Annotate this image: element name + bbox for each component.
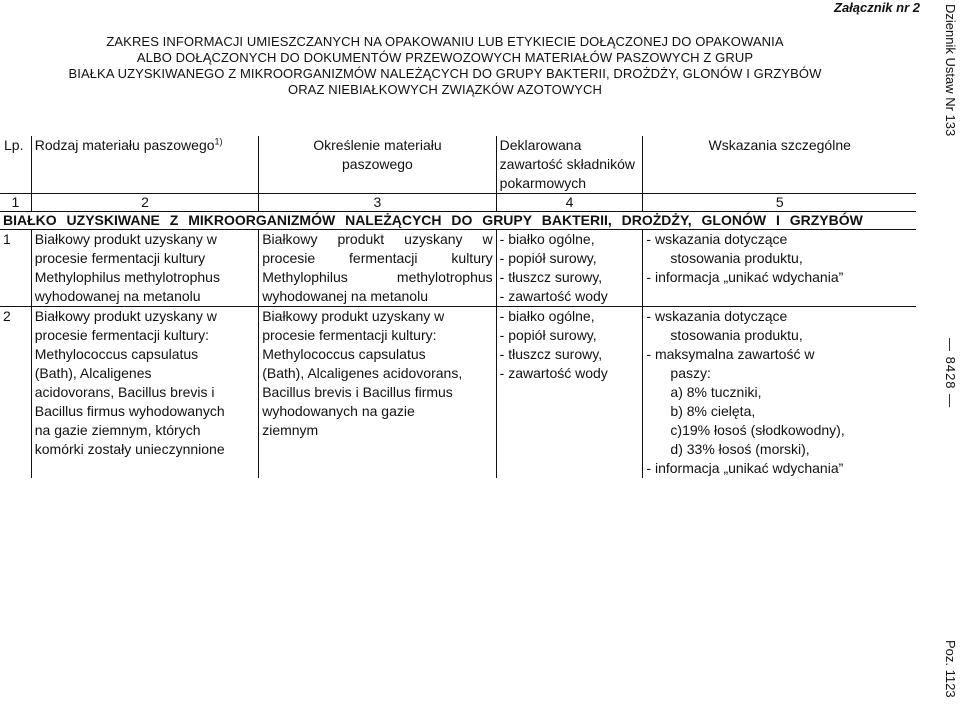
cell-declared-content bbox=[496, 307, 643, 479]
column-number: 3 bbox=[259, 194, 496, 212]
cell-material-type bbox=[31, 230, 258, 307]
cell-line: - popiół surowy, bbox=[499, 327, 597, 343]
cell-special-notes bbox=[643, 307, 916, 479]
journal-name: Dziennik Ustaw Nr 133 bbox=[943, 4, 958, 137]
cell-line: - białko ogólne, bbox=[499, 308, 595, 324]
cell-line: - informacja „unikać wdychania” bbox=[646, 460, 844, 476]
header-line: zawartość składników bbox=[499, 156, 636, 172]
cell-line: - popiół surowy, bbox=[499, 250, 597, 266]
cell-line: c)19% łosoś (słodkowodny), bbox=[670, 422, 845, 438]
cell-line: stosowania produktu, bbox=[670, 250, 803, 266]
title-line: ORAZ NIEBIAŁKOWYCH ZWIĄZKÓW AZOTOWYCH bbox=[287, 82, 603, 97]
cell-line: paszy: bbox=[670, 365, 711, 381]
cell-line: Białkowy produkt uzyskany w bbox=[34, 308, 217, 324]
column-number: 2 bbox=[31, 194, 258, 212]
footnote-marker: 1) bbox=[214, 136, 223, 147]
page-number: — 8428 — bbox=[943, 338, 958, 409]
column-number: 1 bbox=[0, 194, 31, 212]
title-line: BIAŁKA UZYSKIWANEGO Z MIKROORGANIZMÓW NALEŻĄCYCH DO GRUPY BAKTERII, DROŻDŻY, GLONÓW I GRZYBÓW bbox=[68, 66, 822, 81]
document-title bbox=[30, 34, 860, 98]
cell-line: wyhodowanych na gazie bbox=[262, 403, 415, 419]
title-line: ZAKRES INFORMACJI UMIESZCZANYCH NA OPAKOWANIU LUB ETYKIECIE DOŁĄCZONEJ DO OPAKOWANIA bbox=[106, 34, 784, 49]
column-number: 4 bbox=[496, 194, 643, 212]
materials-table bbox=[0, 136, 916, 478]
cell-line: Białkowy produkt uzyskany w bbox=[34, 231, 217, 247]
cell-line: na gazie ziemnym, których bbox=[34, 422, 201, 438]
cell-line: Białkowy produkt uzyskany w bbox=[262, 231, 493, 247]
cell-line: - tłuszcz surowy, bbox=[499, 346, 603, 362]
cell-material-type bbox=[31, 307, 258, 479]
cell-line: procesie fermentacji kultury: bbox=[262, 327, 437, 343]
header-special-notes: Wskazania szczególne bbox=[643, 136, 916, 194]
cell-line: Białkowy produkt uzyskany w bbox=[262, 308, 445, 324]
cell-line: wyhodowanej na metanolu bbox=[34, 288, 201, 304]
annex-label: Załącznik nr 2 bbox=[834, 0, 920, 15]
header-line: Określenie materiału bbox=[313, 137, 442, 153]
cell-material-name bbox=[259, 230, 496, 307]
cell-line: - zawartość wody bbox=[499, 288, 608, 304]
cell-material-name bbox=[259, 307, 496, 479]
cell-line: - wskazania dotyczące bbox=[646, 231, 788, 247]
header-material-name bbox=[259, 136, 496, 194]
header-material-type-text: Rodzaj materiału paszowego bbox=[34, 137, 215, 153]
cell-line: (Bath), Alcaligenes bbox=[34, 365, 152, 381]
row-lp: 2 bbox=[0, 307, 31, 479]
table-row bbox=[0, 230, 916, 307]
cell-line: wyhodowanej na metanolu bbox=[262, 288, 428, 304]
cell-line: - maksymalna zawartość w bbox=[646, 346, 815, 362]
cell-line: stosowania produktu, bbox=[670, 327, 803, 343]
cell-line: (Bath), Alcaligenes acidovorans, bbox=[262, 365, 463, 381]
cell-line: ziemnym bbox=[262, 422, 319, 438]
title-line: ALBO DOŁĄCZONYCH DO DOKUMENTÓW PRZEWOZOWYCH MATERIAŁÓW PASZOWYCH Z GRUP bbox=[136, 50, 754, 65]
cell-declared-content bbox=[496, 230, 643, 307]
cell-line: - informacja „unikać wdychania” bbox=[646, 269, 844, 285]
column-number-row bbox=[0, 194, 916, 212]
table-row bbox=[0, 307, 916, 479]
row-lp: 1 bbox=[0, 230, 31, 307]
header-line: paszowego bbox=[342, 156, 413, 172]
cell-line: - białko ogólne, bbox=[499, 231, 595, 247]
cell-line: komórki zostały unieczynnione bbox=[34, 441, 225, 457]
cell-line: - tłuszcz surowy, bbox=[499, 269, 603, 285]
header-line: pokarmowych bbox=[499, 175, 587, 191]
cell-line: Methylophilus methylotrophus bbox=[34, 269, 220, 285]
header-material-type bbox=[31, 136, 258, 194]
position-number: Poz. 1123 bbox=[943, 640, 958, 698]
cell-line: procesie fermentacji kultury: bbox=[34, 327, 210, 343]
cell-line: acidovorans, Bacillus brevis i bbox=[34, 384, 215, 400]
section-heading-text: BIAŁKO UZYSKIWANE Z MIKROORGANIZMÓW NALEŻĄCYCH DO GRUPY BAKTERII, DROŻDŻY, GLONÓW I GRZYBÓW bbox=[3, 212, 863, 228]
cell-line: Methylococcus capsulatus bbox=[262, 346, 426, 362]
cell-line: Methylococcus capsulatus bbox=[34, 346, 199, 362]
header-declared-content bbox=[496, 136, 643, 194]
section-heading bbox=[0, 212, 916, 230]
cell-line: Bacillus brevis i Bacillus firmus bbox=[262, 384, 453, 400]
cell-line: d) 33% łosoś (morski), bbox=[670, 441, 810, 457]
cell-line: a) 8% tuczniki, bbox=[670, 384, 762, 400]
cell-special-notes bbox=[643, 230, 916, 307]
cell-line: procesie fermentacji kultury bbox=[34, 250, 206, 266]
header-lp: Lp. bbox=[4, 137, 24, 153]
header-line: Deklarowana bbox=[499, 137, 582, 153]
cell-line: - zawartość wody bbox=[499, 365, 608, 381]
cell-line: Bacillus firmus wyhodowanych bbox=[34, 403, 225, 419]
column-number: 5 bbox=[643, 194, 916, 212]
cell-line: - wskazania dotyczące bbox=[646, 308, 788, 324]
cell-line: b) 8% cielęta, bbox=[670, 403, 756, 419]
section-heading-row bbox=[0, 212, 916, 230]
cell-line: Methylophilus methylotrophus bbox=[262, 269, 493, 285]
table-header-row bbox=[0, 136, 916, 194]
cell-line: procesie fermentacji kultury bbox=[262, 250, 493, 266]
